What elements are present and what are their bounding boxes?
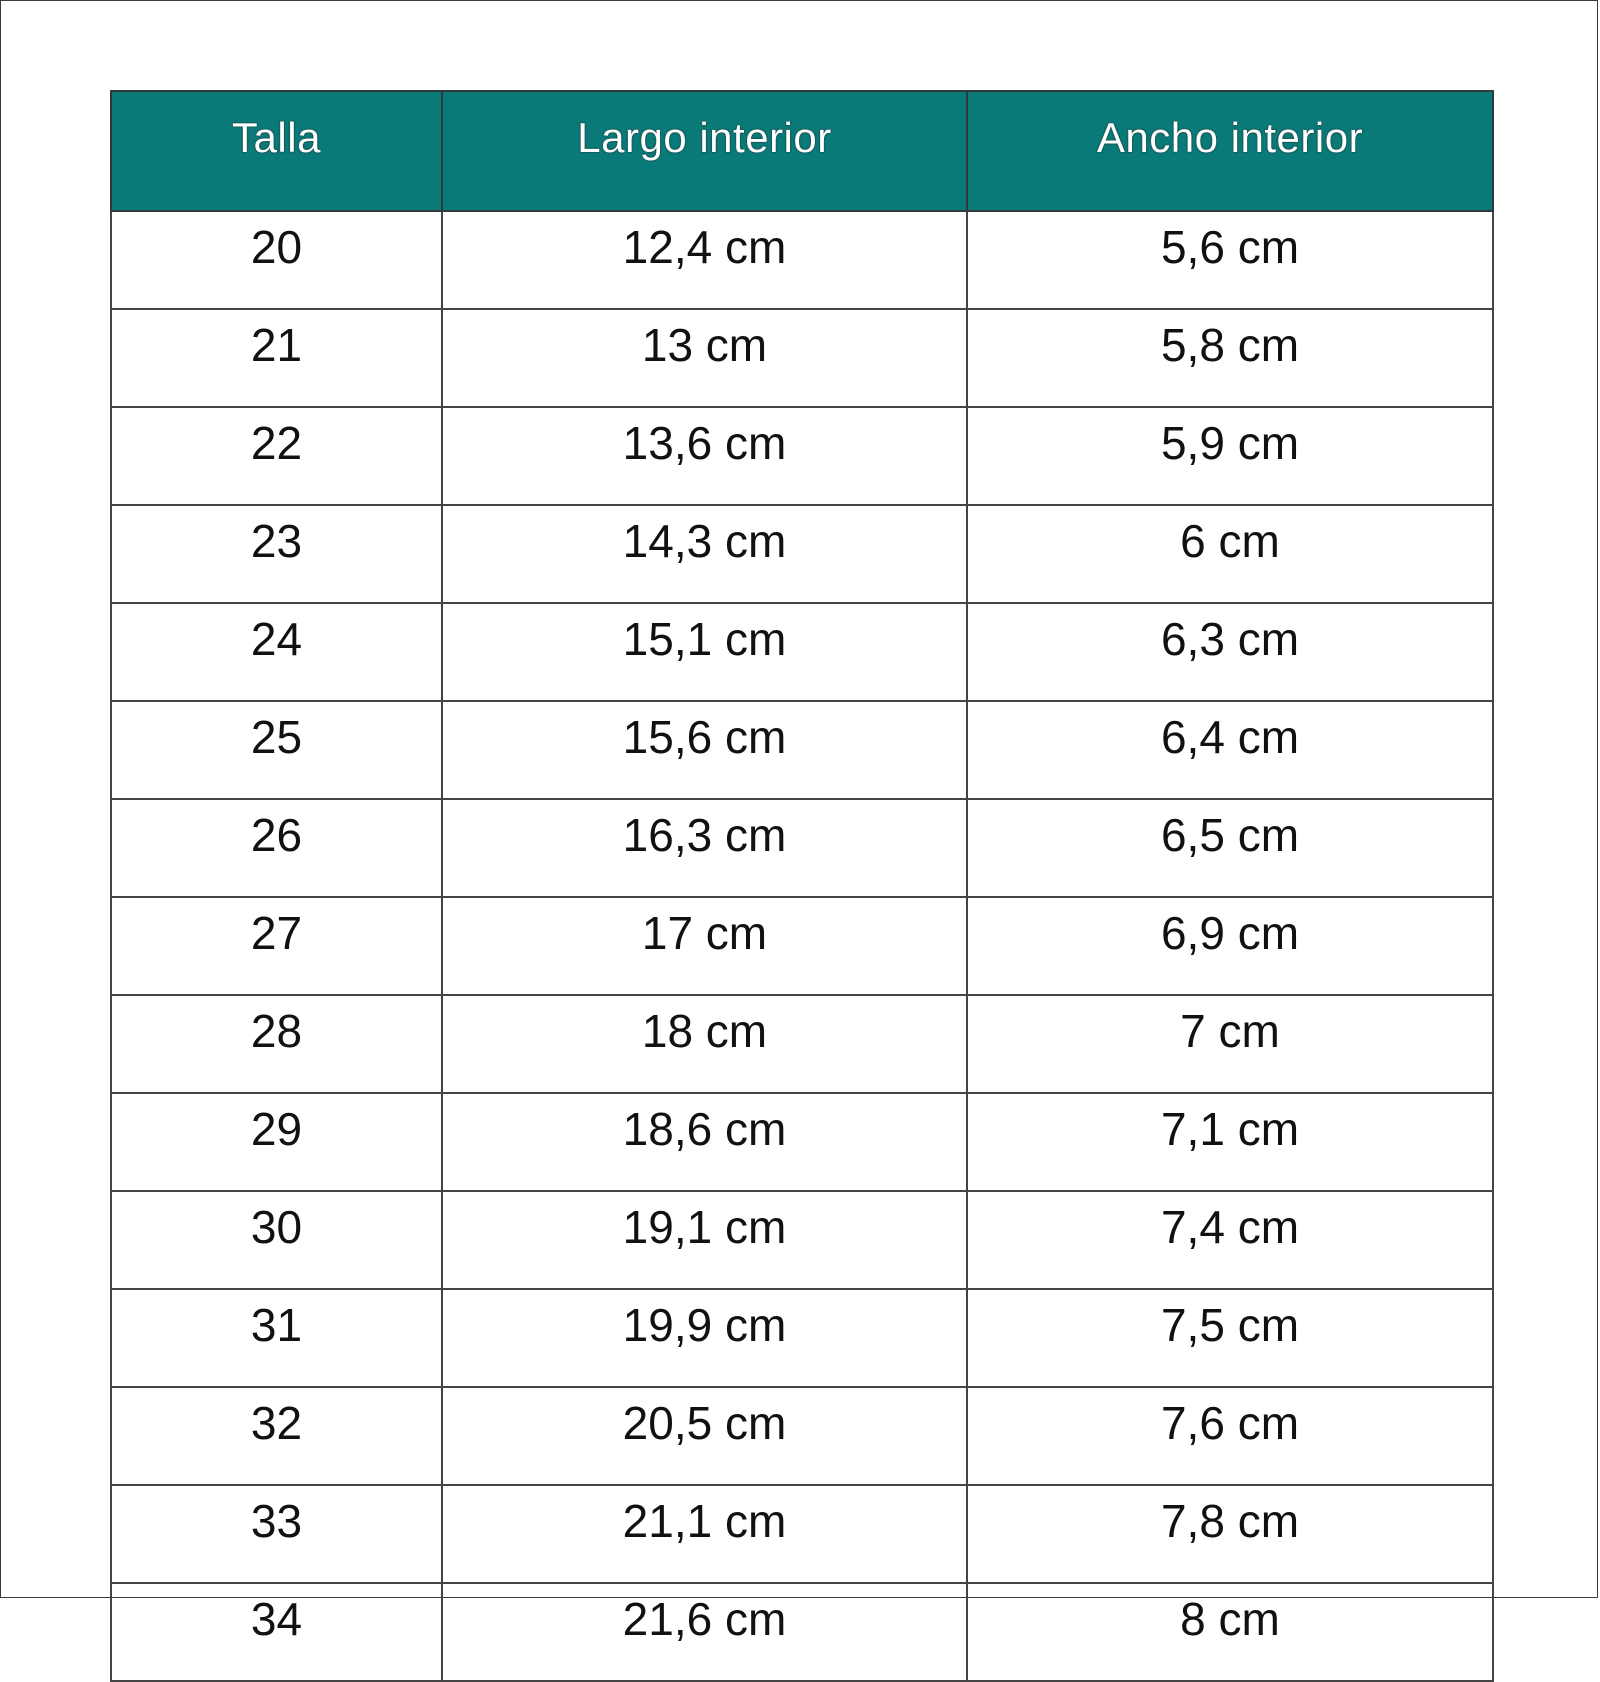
table-row [111,1387,1493,1485]
cell-ancho-interior: 5,6 cm [967,211,1493,309]
cell-largo-interior: 18,6 cm [442,1093,967,1191]
cell-ancho-interior: 6,4 cm [967,701,1493,799]
header-ancho-interior: Ancho interior [967,91,1493,211]
cell-ancho-interior: 6,9 cm [967,897,1493,995]
cell-talla: 32 [111,1387,442,1485]
cell-largo-interior: 15,6 cm [442,701,967,799]
cell-largo-interior: 12,4 cm [442,211,967,309]
cell-ancho-interior: 7 cm [967,995,1493,1093]
cell-talla: 25 [111,701,442,799]
table-row [111,995,1493,1093]
cell-largo-interior: 14,3 cm [442,505,967,603]
cell-largo-interior: 21,1 cm [442,1485,967,1583]
cell-ancho-interior: 7,5 cm [967,1289,1493,1387]
table-body [111,211,1493,1681]
cell-talla: 26 [111,799,442,897]
cell-largo-interior: 19,9 cm [442,1289,967,1387]
table-header-row [111,91,1493,211]
cell-talla: 27 [111,897,442,995]
cell-talla: 30 [111,1191,442,1289]
cell-talla: 31 [111,1289,442,1387]
size-chart-table [110,90,1494,1682]
cell-talla: 21 [111,309,442,407]
cell-ancho-interior: 7,4 cm [967,1191,1493,1289]
table-row [111,897,1493,995]
cell-ancho-interior: 7,1 cm [967,1093,1493,1191]
cell-ancho-interior: 8 cm [967,1583,1493,1681]
cell-ancho-interior: 5,8 cm [967,309,1493,407]
cell-ancho-interior: 6,3 cm [967,603,1493,701]
table-row [111,309,1493,407]
table-row [111,407,1493,505]
cell-largo-interior: 18 cm [442,995,967,1093]
cell-largo-interior: 20,5 cm [442,1387,967,1485]
table-row [111,1485,1493,1583]
cell-talla: 33 [111,1485,442,1583]
table-row [111,1583,1493,1681]
table-row [111,701,1493,799]
cell-talla: 20 [111,211,442,309]
cell-largo-interior: 15,1 cm [442,603,967,701]
cell-talla: 24 [111,603,442,701]
table-row [111,603,1493,701]
cell-talla: 22 [111,407,442,505]
cell-ancho-interior: 7,6 cm [967,1387,1493,1485]
cell-ancho-interior: 6,5 cm [967,799,1493,897]
table-row [111,799,1493,897]
cell-largo-interior: 13 cm [442,309,967,407]
cell-talla: 28 [111,995,442,1093]
cell-largo-interior: 21,6 cm [442,1583,967,1681]
header-talla: Talla [111,91,442,211]
cell-largo-interior: 19,1 cm [442,1191,967,1289]
cell-largo-interior: 17 cm [442,897,967,995]
cell-largo-interior: 16,3 cm [442,799,967,897]
cell-ancho-interior: 5,9 cm [967,407,1493,505]
table-row [111,505,1493,603]
cell-talla: 23 [111,505,442,603]
cell-largo-interior: 13,6 cm [442,407,967,505]
cell-ancho-interior: 7,8 cm [967,1485,1493,1583]
header-largo-interior: Largo interior [442,91,967,211]
cell-ancho-interior: 6 cm [967,505,1493,603]
cell-talla: 29 [111,1093,442,1191]
table-row [111,1191,1493,1289]
cell-talla: 34 [111,1583,442,1681]
table-row [111,1093,1493,1191]
table-row [111,1289,1493,1387]
table-row [111,211,1493,309]
